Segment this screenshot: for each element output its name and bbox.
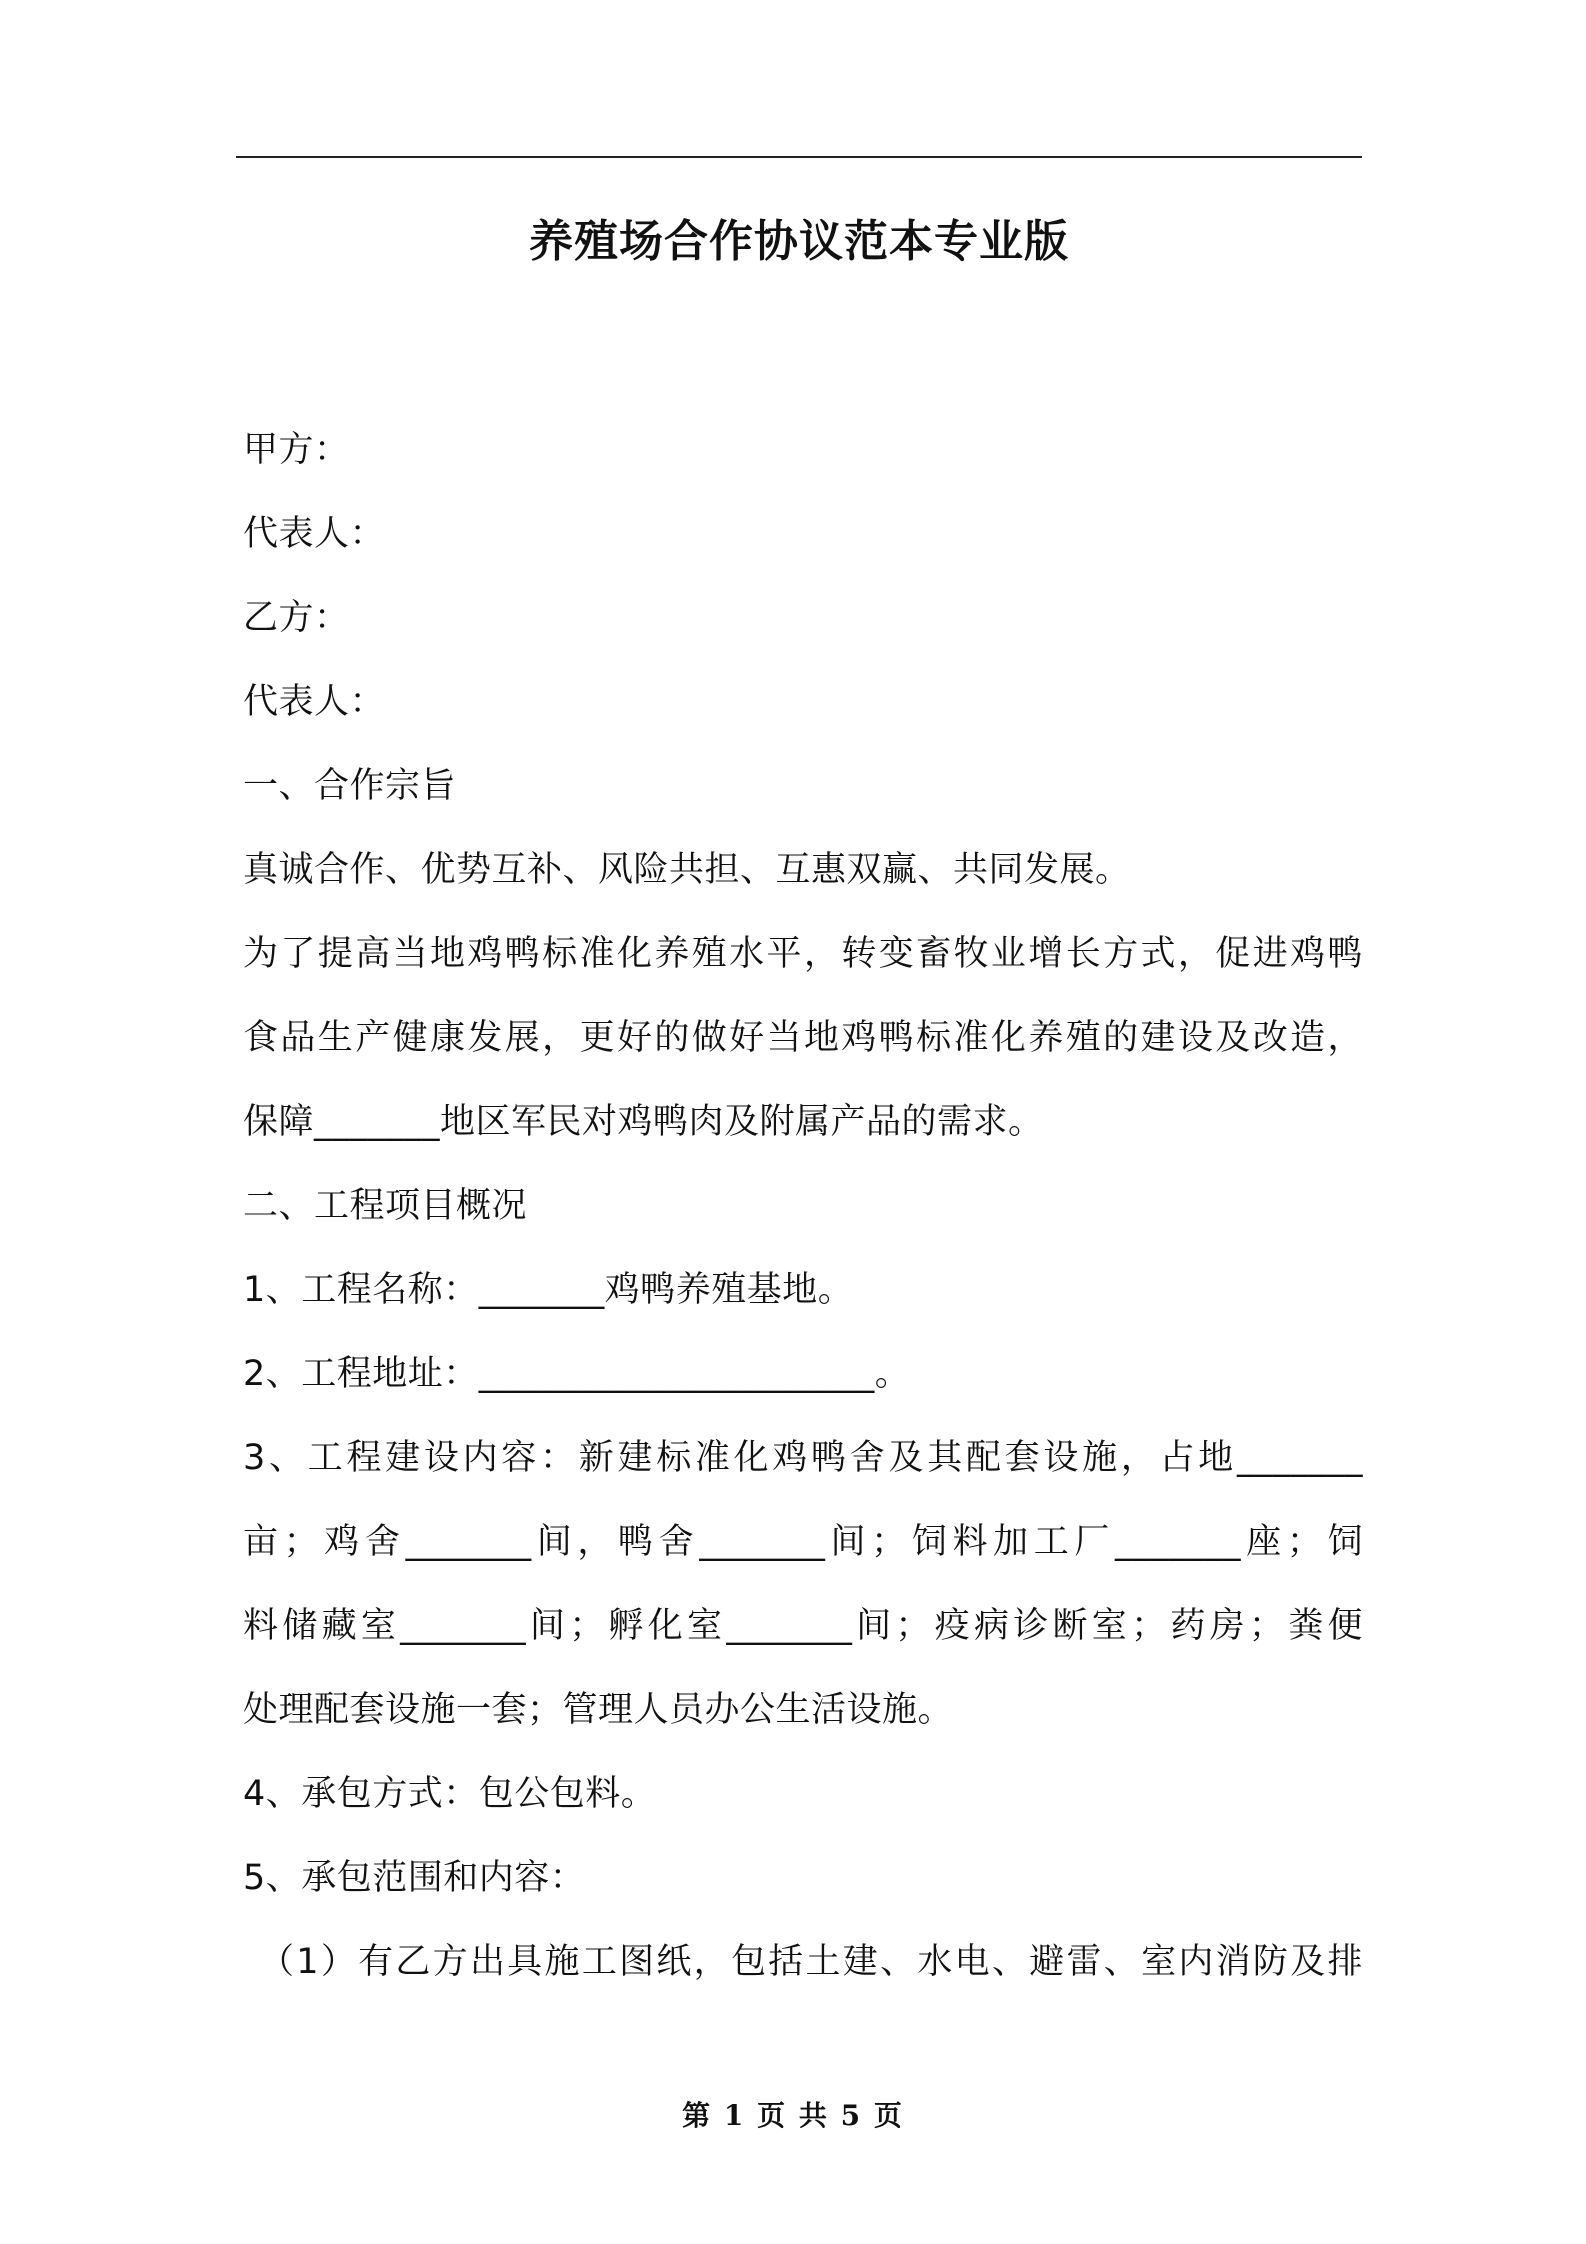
paragraph-line: （1）有乙方出具施工图纸，包括土建、水电、避雷、室内消防及排	[259, 1942, 1363, 1982]
document-title: 养殖场合作协议范本专业版	[529, 216, 1069, 267]
section-heading-purpose: 一、合作宗旨	[243, 766, 457, 806]
paragraph-line: 食品生产健康发展，更好的做好当地鸡鸭标准化养殖的建设及改造，	[243, 1018, 1363, 1058]
document-body	[243, 408, 1363, 2004]
section-heading-project-overview: 二、工程项目概况	[243, 1186, 528, 1226]
paragraph-line: 1、工程名称：_______鸡鸭养殖基地。	[243, 1270, 854, 1310]
party-a-line: 甲方：	[243, 430, 350, 470]
paragraph-line: 5、承包范围和内容：	[243, 1858, 586, 1898]
paragraph-line: 3、工程建设内容：新建标准化鸡鸭舍及其配套设施，占地_______	[243, 1438, 1363, 1478]
paragraph-line: 真诚合作、优势互补、风险共担、互惠双赢、共同发展。	[243, 850, 1131, 890]
page-number-footer: 第 1 页 共 5 页	[682, 2099, 904, 2132]
paragraph-line: 为了提高当地鸡鸭标准化养殖水平，转变畜牧业增长方式，促进鸡鸭	[243, 934, 1363, 974]
party-a-representative-line: 代表人：	[243, 514, 386, 554]
paragraph-line: 保障_______地区军民对鸡鸭肉及附属产品的需求。	[243, 1102, 1044, 1142]
party-b-representative-line: 代表人：	[243, 682, 386, 722]
paragraph-line: 2、工程地址：______________________。	[243, 1354, 911, 1394]
paragraph-line: 料储藏室_______间；孵化室_______间；疫病诊断室；药房；粪便	[243, 1606, 1363, 1646]
paragraph-line: 处理配套设施一套；管理人员办公生活设施。	[243, 1690, 954, 1730]
party-b-line: 乙方：	[243, 598, 350, 638]
paragraph-line: 亩；鸡舍_______间，鸭舍_______间；饲料加工厂_______座；饲	[243, 1522, 1363, 1562]
paragraph-line: 4、承包方式：包公包料。	[243, 1774, 657, 1814]
header-rule	[236, 156, 1362, 158]
